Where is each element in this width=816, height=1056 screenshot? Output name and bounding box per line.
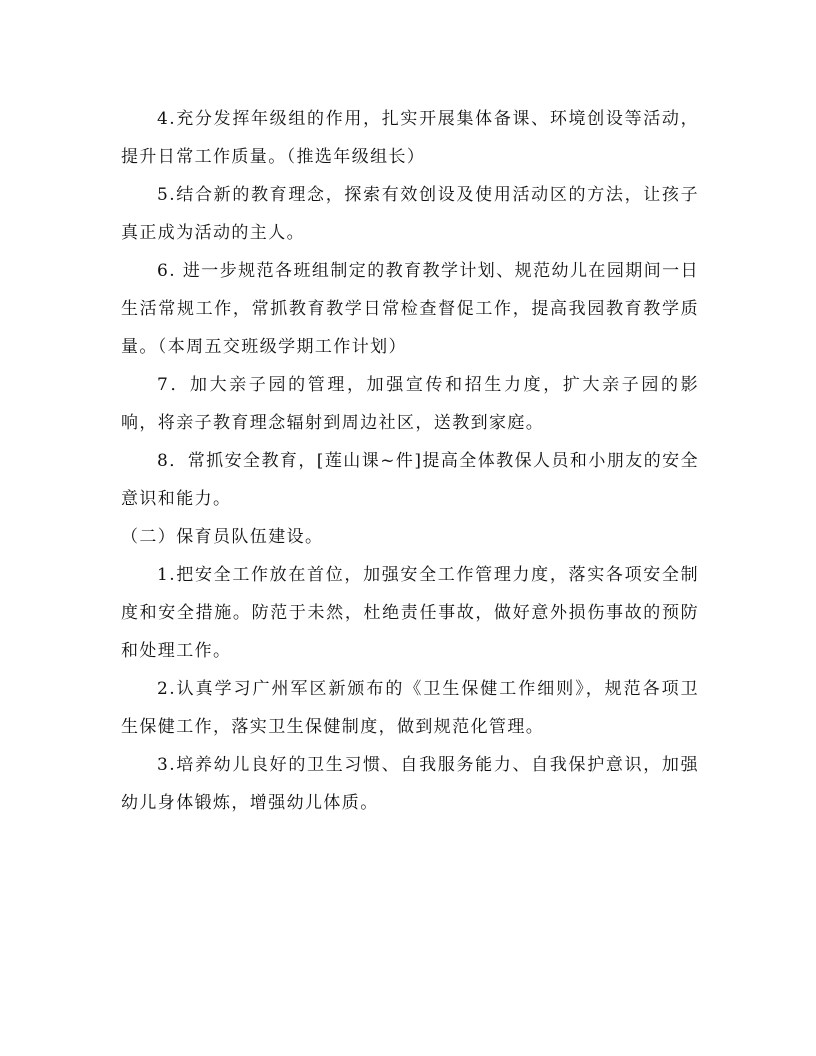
paragraph-item-7: 7．加大亲子园的管理，加强宣传和招生力度，扩大亲子园的影响，将亲子教育理念辐射到周边社区，送教到家庭。 [121, 375, 699, 433]
paragraph-item-8: 8．常抓安全教育，[莲山课~件]提高全体教保人员和小朋友的安全意识和能力。 [121, 451, 699, 509]
paragraph-item-5: 5.结合新的教育理念，探索有效创设及使用活动区的方法，让孩子真正成为活动的主人。 [121, 185, 699, 243]
section-paragraph-2: 2.认真学习广州军区新颁布的《卫生保健工作细则》，规范各项卫生保健工作，落实卫生保健制度，做到规范化管理。 [121, 679, 699, 737]
document-body [121, 100, 699, 822]
paragraph-item-6: 6. 进一步规范各班组制定的教育教学计划、规范幼儿在园期间一日生活常规工作，常抓教育教学日常检查督促工作，提高我园教育教学质量。（本周五交班级学期工作计划） [121, 261, 699, 357]
paragraph-item-4: 4.充分发挥年级组的作用，扎实开展集体备课、环境创设等活动，提升日常工作质量。（推选年级组长） [121, 109, 699, 167]
section-heading: （二）保育员队伍建设。 [121, 527, 324, 547]
section-paragraph-1: 1.把安全工作放在首位，加强安全工作管理力度，落实各项安全制度和安全措施。防范于未然，杜绝责任事故，做好意外损伤事故的预防和处理工作。 [121, 565, 699, 661]
section-paragraph-3: 3.培养幼儿良好的卫生习惯、自我服务能力、自我保护意识，加强幼儿身体锻炼，增强幼儿体质。 [121, 755, 699, 813]
